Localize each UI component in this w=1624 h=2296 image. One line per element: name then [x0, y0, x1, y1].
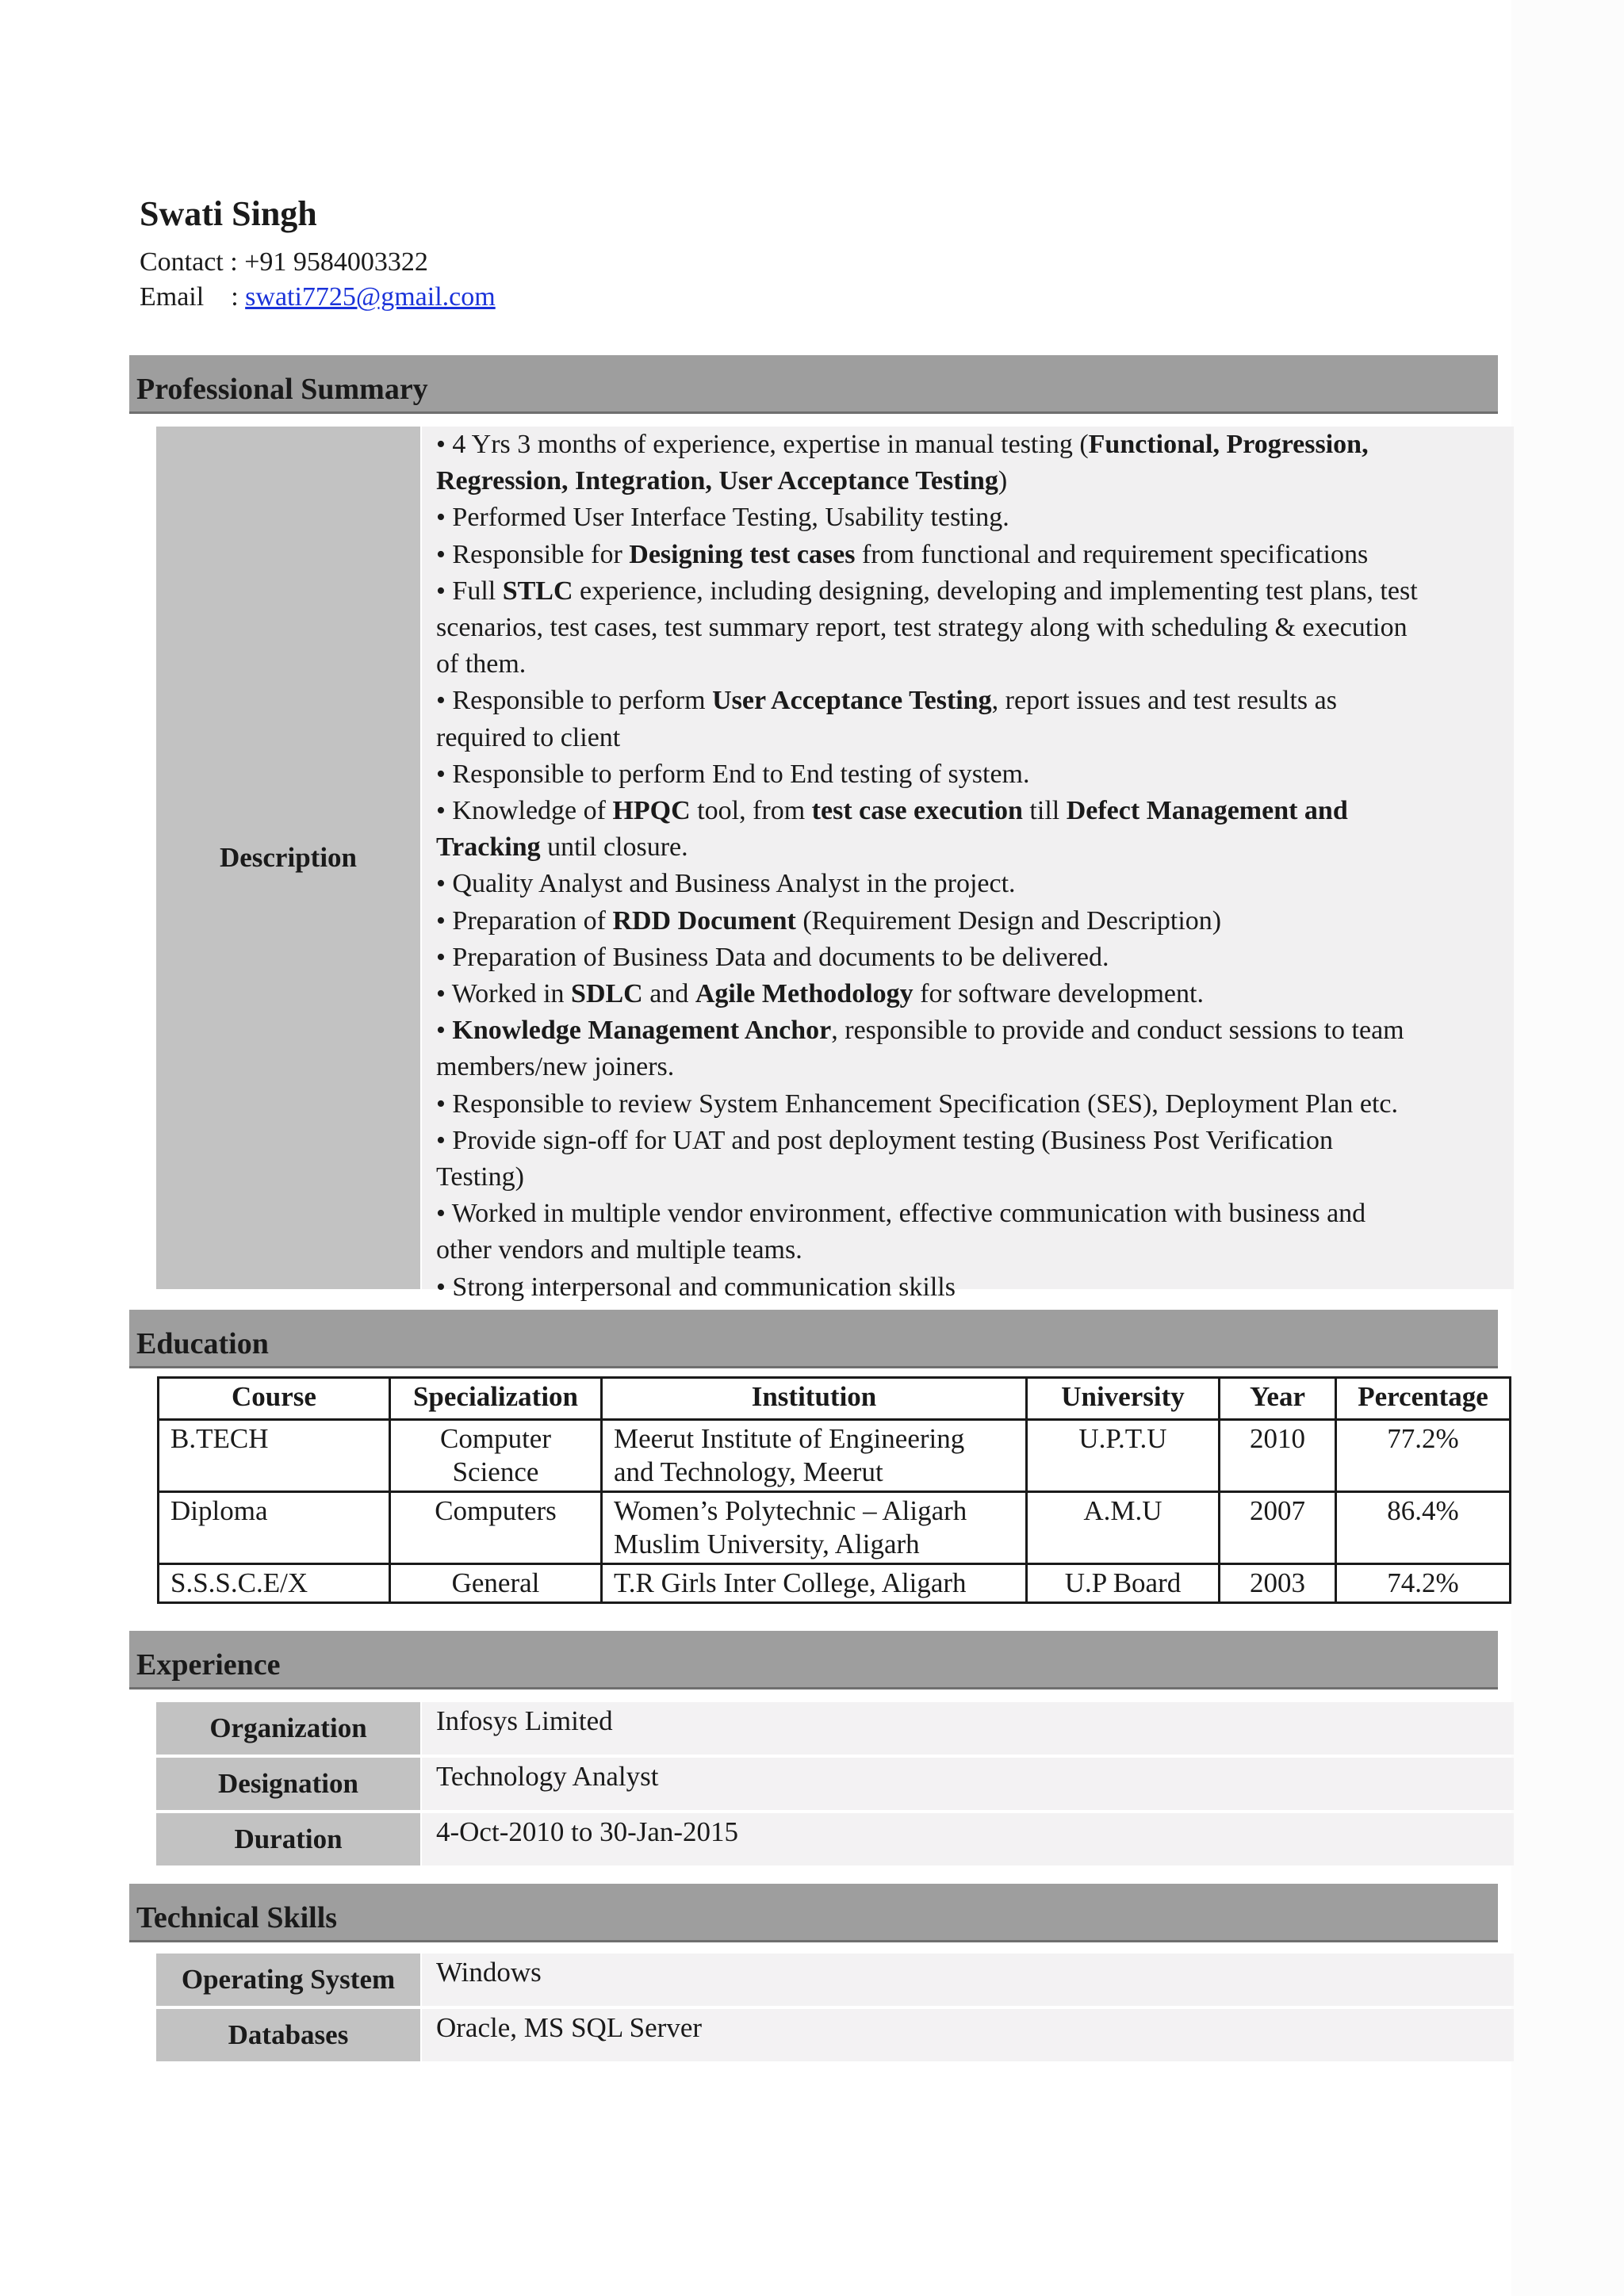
experience-value-duration: 4-Oct-2010 to 30-Jan-2015	[422, 1813, 1514, 1866]
summary-bold-text: Regression, Integration, User Acceptance Testing	[436, 466, 998, 496]
summary-text: • Preparation of Business Data and documents to be delivered.	[436, 942, 1109, 972]
summary-bold-text: Functional, Progression,	[1088, 430, 1369, 459]
summary-text: until closure.	[540, 832, 688, 863]
section-title: Experience	[136, 1648, 281, 1682]
skills-value-operating-system: Windows	[422, 1954, 1514, 2006]
summary-text: • Worked in	[436, 979, 572, 1009]
summary-text: members/new joiners.	[436, 1052, 675, 1082]
table-row	[159, 1420, 1511, 1492]
summary-line	[436, 610, 1500, 646]
summary-text: • Strong interpersonal and communication skills	[436, 1272, 956, 1302]
section-header-summary	[129, 355, 1498, 414]
summary-bold-text: STLC	[502, 576, 573, 606]
summary-text: • Provide sign-off for UAT and post deployment testing (Business Post Verification	[436, 1125, 1333, 1155]
education-table	[157, 1376, 1511, 1604]
summary-text: scenarios, test cases, test summary report, test strategy along with scheduling & execution	[436, 613, 1408, 643]
table-cell: 74.2%	[1336, 1564, 1511, 1603]
table-cell: 86.4%	[1336, 1492, 1511, 1564]
email-row	[140, 282, 496, 312]
summary-text: required to client	[436, 722, 621, 752]
table-cell: T.R Girls Inter College, Aligarh	[602, 1564, 1027, 1603]
summary-line	[436, 1086, 1500, 1123]
skills-value-databases: Oracle, MS SQL Server	[422, 2009, 1514, 2061]
contact-label: Contact :	[140, 247, 245, 277]
section-title: Education	[136, 1327, 269, 1360]
summary-line	[436, 646, 1500, 683]
education-column-header: University	[1027, 1378, 1220, 1420]
summary-text: • 4 Yrs 3 months of experience, expertise in manual testing (	[436, 430, 1089, 459]
summary-text: for software development.	[913, 979, 1204, 1009]
summary-bold-text: Knowledge Management Anchor	[452, 1016, 832, 1046]
summary-bold-text: Tracking	[436, 832, 541, 863]
summary-text: , responsible to provide and conduct sessions to team	[831, 1016, 1404, 1046]
summary-line	[436, 829, 1500, 866]
section-title: Technical Skills	[136, 1901, 338, 1934]
email-label: Email :	[140, 282, 246, 312]
summary-line	[436, 1012, 1500, 1049]
summary-bold-text: RDD Document	[612, 905, 796, 936]
table-cell: U.P Board	[1027, 1564, 1220, 1603]
summary-text: • Knowledge of	[436, 796, 613, 826]
summary-text: Testing)	[436, 1162, 524, 1192]
summary-bold-text: Agile Methodology	[695, 979, 914, 1009]
summary-line	[436, 427, 1500, 463]
table-cell: 2010	[1220, 1420, 1336, 1492]
summary-text: • Full	[436, 576, 503, 606]
summary-bold-text: HPQC	[612, 796, 691, 826]
table-row	[159, 1492, 1511, 1564]
summary-line	[436, 1232, 1500, 1269]
education-column-header: Percentage	[1336, 1378, 1511, 1420]
contact-row	[140, 247, 428, 277]
table-cell: General	[390, 1564, 602, 1603]
summary-text: and	[642, 979, 695, 1009]
summary-text: • Responsible to review System Enhancement Specification (SES), Deployment Plan etc.	[436, 1089, 1398, 1119]
education-column-header: Course	[159, 1378, 390, 1420]
summary-line	[436, 683, 1500, 719]
summary-line	[436, 720, 1500, 756]
experience-label-designation: Designation	[156, 1758, 420, 1810]
summary-line	[436, 499, 1500, 536]
summary-text: till	[1022, 796, 1067, 826]
summary-text: • Responsible for	[436, 539, 630, 569]
summary-text: experience, including designing, developing and implementing test plans, test	[573, 576, 1418, 606]
summary-description-body	[422, 427, 1514, 1302]
skills-label-operating-system: Operating System	[156, 1954, 420, 2006]
summary-text: , report issues and test results as	[991, 686, 1337, 716]
summary-text: (Requirement Design and Description)	[795, 905, 1222, 936]
table-cell: Computers	[390, 1492, 602, 1564]
summary-line	[436, 866, 1500, 902]
summary-line	[436, 756, 1500, 793]
candidate-name: Swati Singh	[140, 194, 317, 233]
table-cell: 2007	[1220, 1492, 1336, 1564]
summary-text: • Responsible to perform	[436, 686, 713, 716]
section-header-education	[129, 1310, 1498, 1368]
table-cell: Meerut Institute of Engineering and Technology, Meerut	[602, 1420, 1027, 1492]
summary-line	[436, 573, 1500, 610]
summary-line	[436, 1049, 1500, 1085]
summary-line	[436, 537, 1500, 573]
skills-label-databases: Databases	[156, 2009, 420, 2061]
summary-line	[436, 903, 1500, 939]
experience-label-duration: Duration	[156, 1813, 420, 1866]
summary-text: from functional and requirement specifications	[855, 539, 1369, 569]
summary-line	[436, 976, 1500, 1012]
table-cell: Computer Science	[390, 1420, 602, 1492]
table-cell: A.M.U	[1027, 1492, 1220, 1564]
page-margin-shade	[1511, 0, 1624, 2296]
section-header-experience	[129, 1631, 1498, 1689]
summary-bold-text: test case execution	[811, 796, 1023, 826]
section-header-skills	[129, 1884, 1498, 1942]
experience-value-designation: Technology Analyst	[422, 1758, 1514, 1810]
summary-line	[436, 1196, 1500, 1232]
summary-text: • Quality Analyst and Business Analyst in the project.	[436, 869, 1016, 899]
education-header-row	[159, 1378, 1511, 1420]
table-cell: U.P.T.U	[1027, 1420, 1220, 1492]
summary-line	[436, 463, 1500, 499]
summary-text: •	[436, 1016, 453, 1046]
summary-line	[436, 793, 1500, 829]
summary-text: • Responsible to perform End to End testing of system.	[436, 759, 1030, 789]
summary-line	[436, 1123, 1500, 1159]
summary-text: tool, from	[690, 796, 812, 826]
experience-value-organization: Infosys Limited	[422, 1702, 1514, 1755]
summary-line	[436, 1159, 1500, 1196]
summary-text: • Preparation of	[436, 905, 613, 936]
summary-text: )	[998, 466, 1008, 496]
summary-bold-text: Designing test cases	[629, 539, 856, 569]
summary-description-label: Description	[156, 427, 420, 1289]
summary-line	[436, 1269, 1500, 1306]
summary-bold-text: Defect Management and	[1066, 796, 1348, 826]
summary-line	[436, 939, 1500, 976]
education-column-header: Specialization	[390, 1378, 602, 1420]
education-column-header: Year	[1220, 1378, 1336, 1420]
summary-text: • Worked in multiple vendor environment, effective communication with business and	[436, 1199, 1366, 1229]
table-cell: Women’s Polytechnic – Aligarh Muslim University, Aligarh	[602, 1492, 1027, 1564]
contact-phone: +91 9584003322	[244, 247, 428, 277]
table-row	[159, 1564, 1511, 1603]
table-cell: B.TECH	[159, 1420, 390, 1492]
table-cell: Diploma	[159, 1492, 390, 1564]
table-cell: 77.2%	[1336, 1420, 1511, 1492]
summary-text: of them.	[436, 649, 527, 679]
table-cell: S.S.S.C.E/X	[159, 1564, 390, 1603]
summary-text: other vendors and multiple teams.	[436, 1235, 802, 1265]
experience-label-organization: Organization	[156, 1702, 420, 1755]
section-title: Professional Summary	[136, 373, 428, 406]
summary-text: • Performed User Interface Testing, Usability testing.	[436, 503, 1009, 533]
table-cell: 2003	[1220, 1564, 1336, 1603]
summary-bold-text: SDLC	[571, 979, 643, 1009]
summary-bold-text: User Acceptance Testing	[712, 686, 992, 716]
education-column-header: Institution	[602, 1378, 1027, 1420]
email-link[interactable]: swati7725@gmail.com	[245, 282, 496, 312]
